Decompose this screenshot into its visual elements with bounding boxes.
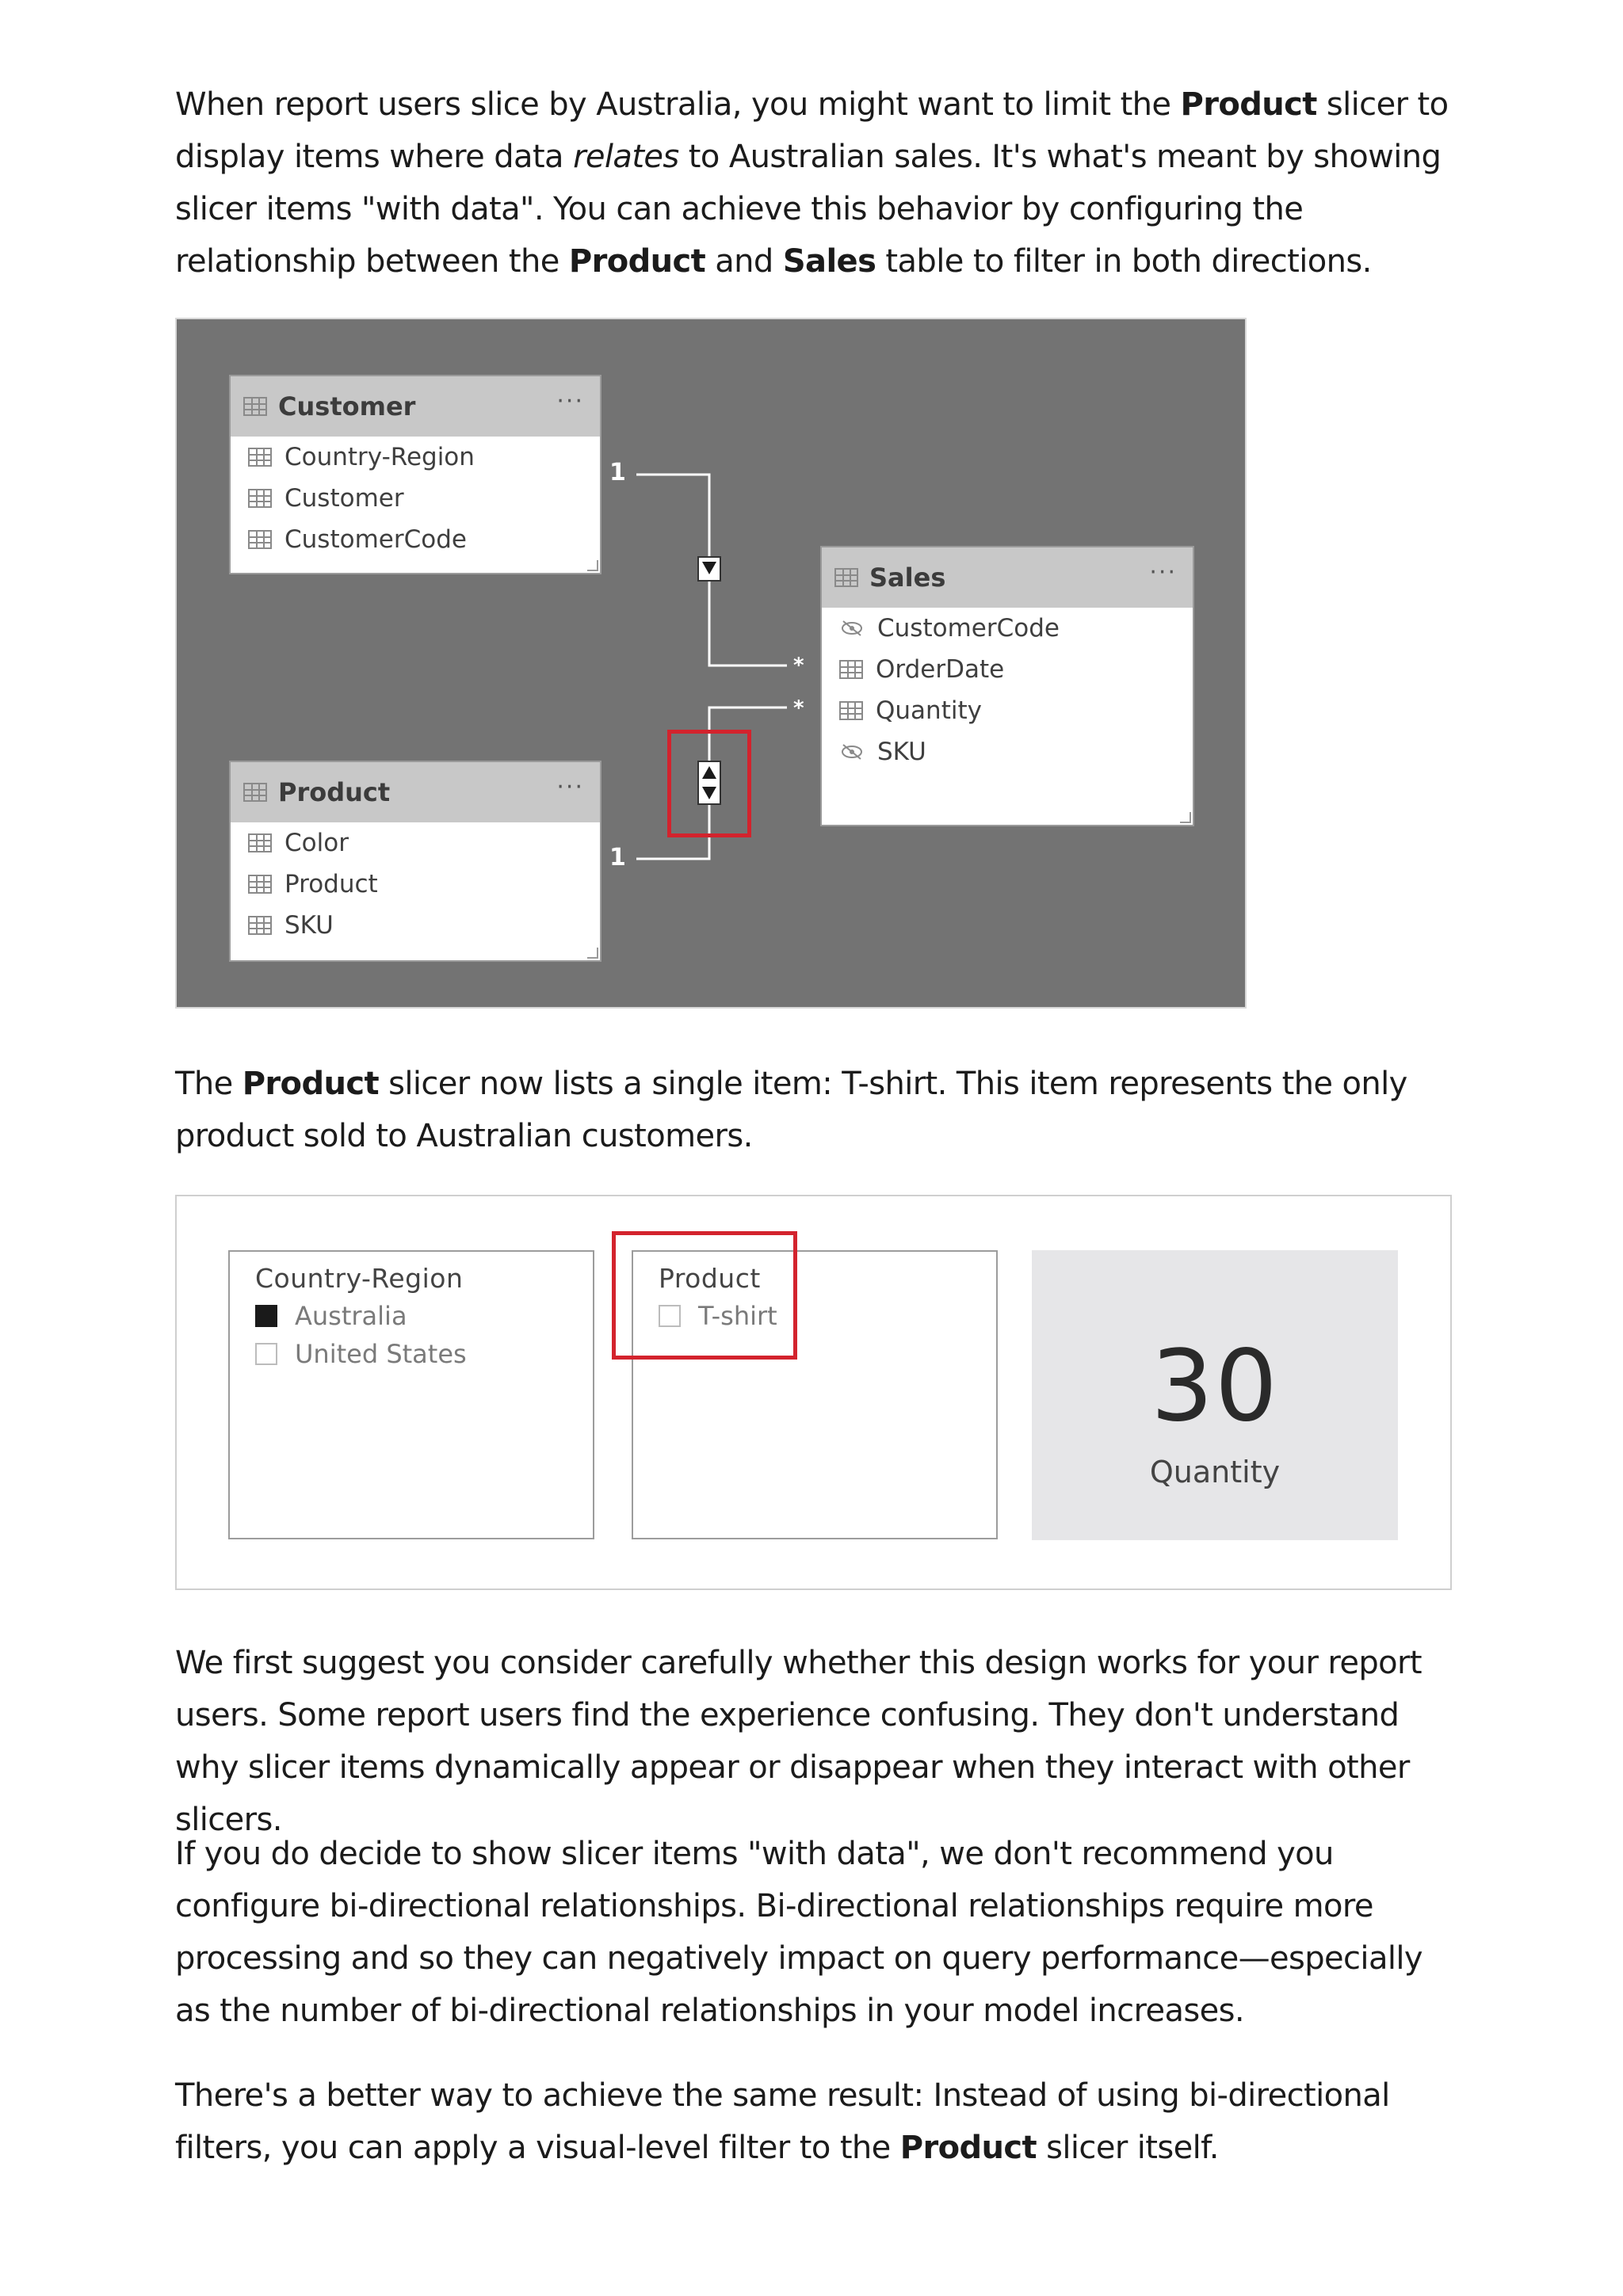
resize-handle-icon[interactable] xyxy=(1180,812,1191,823)
text-run: to Australian sales. It's what's meant by showing slicer items "with data". You can achieve this behavior by configuring the relationship between the xyxy=(175,139,1442,280)
text-run: slicer to display items where data xyxy=(175,86,1449,175)
alternative-paragraph xyxy=(175,2069,1459,2174)
table-icon xyxy=(834,568,858,587)
result-paragraph xyxy=(175,1058,1459,1162)
checkbox-unchecked-icon[interactable] xyxy=(255,1343,277,1365)
table-column[interactable] xyxy=(822,690,1193,731)
product-slicer-highlight-box xyxy=(612,1231,797,1360)
column-label: SKU xyxy=(285,911,334,940)
hidden-column-icon xyxy=(839,619,865,638)
column-label: Color xyxy=(285,829,349,857)
text-run: and xyxy=(705,243,783,280)
checkbox-checked-icon[interactable] xyxy=(255,1305,277,1327)
card-value: 30 xyxy=(1151,1329,1279,1444)
model-diagram xyxy=(175,318,1247,1009)
table-column[interactable] xyxy=(822,608,1193,649)
column-label: OrderDate xyxy=(876,655,1005,684)
table-icon xyxy=(243,783,267,802)
column-label: SKU xyxy=(877,738,926,766)
column-label: Country-Region xyxy=(285,443,475,471)
table-column-icon xyxy=(248,916,272,935)
table-column[interactable] xyxy=(231,519,600,560)
column-label: Quantity xyxy=(876,696,982,725)
more-options-icon[interactable]: ··· xyxy=(556,773,584,801)
performance-paragraph: If you do decide to show slicer items "with data", we don't recommend you configure bi-directional relationships. Bi-directional relationships require more processing and so they can negatively impact on query performance—especially as the number of bi-directional relationships in your model increases. xyxy=(175,1836,1423,2029)
slicer-item-label: T-shirt xyxy=(698,1301,777,1331)
column-label: Product xyxy=(285,870,378,898)
bold-run: Product xyxy=(1180,86,1317,123)
text-run: slicer itself. xyxy=(1037,2130,1219,2166)
table-column[interactable] xyxy=(231,905,600,946)
table-column[interactable] xyxy=(231,437,600,478)
bidirectional-highlight-box xyxy=(667,730,751,837)
single-direction-filter-icon xyxy=(698,557,720,581)
table-title: Customer xyxy=(278,391,416,421)
table-header[interactable] xyxy=(231,376,600,437)
slicer-item-label: United States xyxy=(295,1339,467,1369)
table-title: Sales xyxy=(869,563,946,593)
cardinality-one-label: 1 xyxy=(609,844,626,871)
slicer-title: Product xyxy=(659,1263,761,1294)
cardinality-one-label: 1 xyxy=(609,459,626,486)
text-run: There's a better way to achieve the same result: Instead of using bi-directional filters, you can apply a visual-level filter to the xyxy=(175,2077,1390,2166)
resize-handle-icon[interactable] xyxy=(587,560,598,571)
text-run: When report users slice by Australia, you might want to limit the xyxy=(175,86,1181,123)
table-column-icon xyxy=(839,660,863,679)
table-column-icon xyxy=(248,448,272,467)
slicer-item-united-states[interactable] xyxy=(255,1339,467,1369)
table-title: Product xyxy=(278,777,391,807)
more-options-icon[interactable]: ··· xyxy=(1149,559,1177,586)
hidden-column-icon xyxy=(839,742,865,761)
text-run: slicer now lists a single item: T-shirt. This item represents the only product sold to Australian customers. xyxy=(175,1066,1407,1154)
bold-run: Product xyxy=(899,2130,1037,2166)
column-label: CustomerCode xyxy=(285,525,467,554)
slicer-item-australia[interactable] xyxy=(255,1301,407,1331)
intro-paragraph xyxy=(175,78,1459,288)
report-canvas xyxy=(175,1195,1452,1590)
cardinality-many-label: * xyxy=(793,654,804,677)
table-column-icon xyxy=(248,875,272,894)
bold-run: Product xyxy=(568,243,706,280)
product-table[interactable] xyxy=(229,761,601,962)
table-header[interactable] xyxy=(822,547,1193,608)
sales-table[interactable] xyxy=(820,546,1194,826)
more-options-icon[interactable]: ··· xyxy=(556,387,584,415)
text-run: table to filter in both directions. xyxy=(876,243,1372,280)
table-header[interactable] xyxy=(231,762,600,822)
card-caption: Quantity xyxy=(1149,1455,1281,1489)
text-run: The xyxy=(175,1066,242,1102)
table-column[interactable] xyxy=(231,478,600,519)
table-icon xyxy=(243,397,267,416)
bold-run: Sales xyxy=(782,243,876,280)
table-column[interactable] xyxy=(231,822,600,864)
table-column-icon xyxy=(248,530,272,549)
resize-handle-icon[interactable] xyxy=(587,948,598,959)
country-region-slicer[interactable] xyxy=(228,1250,594,1539)
table-column-icon xyxy=(248,489,272,508)
slicer-item-label: Australia xyxy=(295,1301,407,1331)
table-column[interactable] xyxy=(822,649,1193,690)
table-column-icon xyxy=(839,701,863,720)
table-column[interactable] xyxy=(822,731,1193,772)
cardinality-many-label: * xyxy=(793,696,804,720)
customer-table[interactable] xyxy=(229,375,601,574)
italic-run: relates xyxy=(573,139,679,175)
column-label: Customer xyxy=(285,484,404,513)
table-column[interactable] xyxy=(231,864,600,905)
bold-run: Product xyxy=(242,1066,379,1102)
slicer-title: Country-Region xyxy=(255,1263,464,1294)
quantity-card[interactable] xyxy=(1032,1250,1398,1540)
column-label: CustomerCode xyxy=(877,614,1060,643)
suggestion-paragraph: We first suggest you consider carefully whether this design works for your report users. Some report users find the experience confusing. They don't understand why slicer items dynamically appear or disappear when they interact with other slicers. xyxy=(175,1645,1422,1838)
table-column-icon xyxy=(248,833,272,852)
